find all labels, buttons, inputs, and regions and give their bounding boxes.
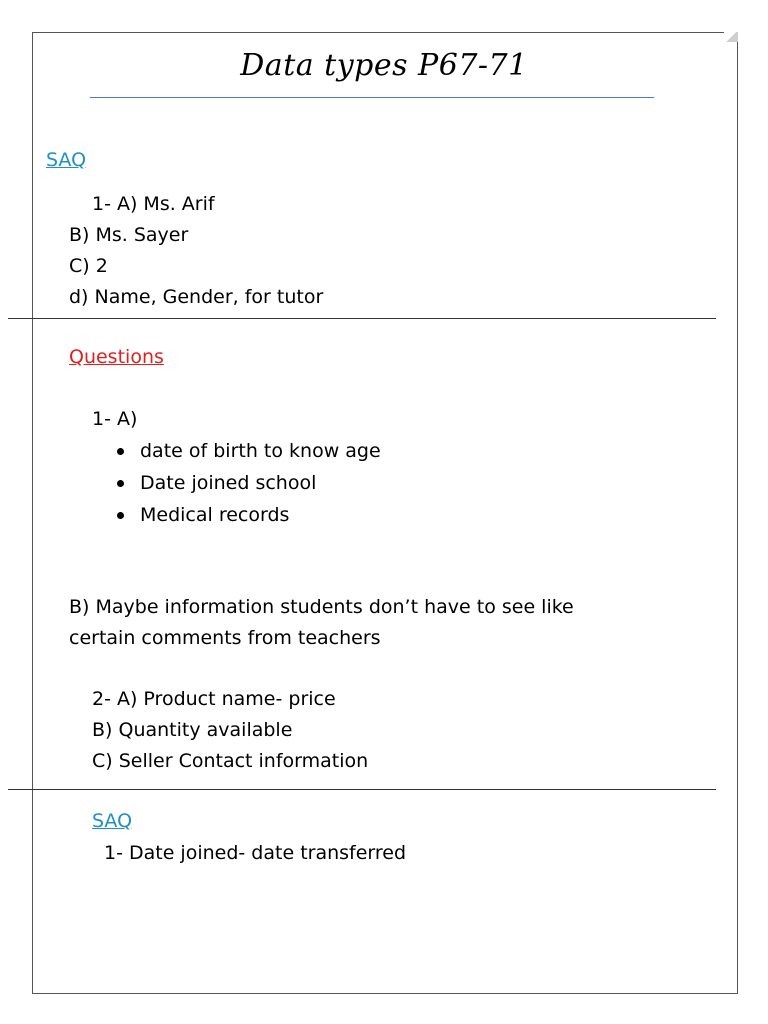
- bullet-item-3: Medical records: [140, 504, 290, 526]
- question-2-line-2: B) Quantity available: [92, 719, 293, 741]
- section-divider-1: [8, 318, 716, 319]
- section-divider-2: [8, 789, 716, 790]
- bullet-icon: [117, 448, 124, 455]
- saq1-line-2: B) Ms. Sayer: [69, 224, 189, 246]
- title-underline: [90, 97, 654, 98]
- bullet-icon: [117, 512, 124, 519]
- saq2-line-1: 1- Date joined- date transferred: [104, 842, 407, 864]
- question-1b-line-2: certain comments from teachers: [69, 627, 381, 649]
- question-2-line-3: C) Seller Contact information: [92, 750, 369, 772]
- page-title: Data types P67-71: [240, 48, 528, 83]
- questions-heading[interactable]: Questions: [69, 346, 164, 368]
- saq-heading-2[interactable]: SAQ: [92, 810, 133, 832]
- bullet-item-2: Date joined school: [140, 472, 317, 494]
- question-1b-line-1: B) Maybe information students don’t have to see like: [69, 596, 574, 618]
- bullet-icon: [117, 480, 124, 487]
- saq1-line-1: 1- A) Ms. Arif: [92, 193, 215, 215]
- page-fold-corner: [724, 32, 738, 42]
- saq1-line-3: C) 2: [69, 255, 108, 277]
- saq-heading-1[interactable]: SAQ: [46, 149, 87, 171]
- saq1-line-4: d) Name, Gender, for tutor: [69, 286, 324, 308]
- question-1a: 1- A): [92, 408, 138, 430]
- question-2-line-1: 2- A) Product name- price: [92, 688, 336, 710]
- bullet-item-1: date of birth to know age: [140, 440, 381, 462]
